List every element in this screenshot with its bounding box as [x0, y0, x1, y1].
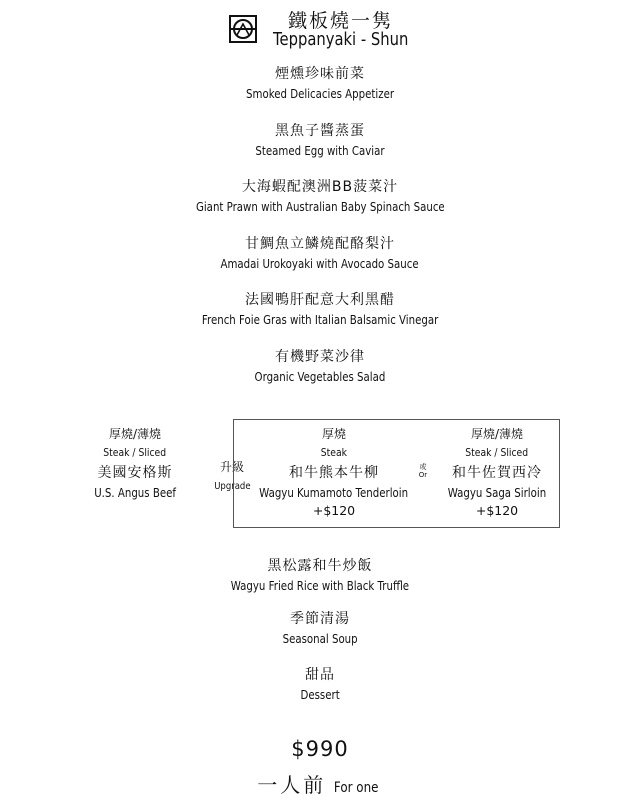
or-label-english: Or	[418, 471, 428, 479]
course-name-english: Giant Prawn with Australian Baby Spinach Sauce	[195, 200, 445, 214]
beef-cut-note-english: Steak	[320, 447, 348, 459]
upgrade-label-chinese: 升級	[219, 460, 244, 474]
course-item	[0, 348, 640, 385]
upgrade-option-sirloin	[422, 427, 572, 519]
course-name-english: French Foie Gras with Italian Balsamic Vinegar	[201, 313, 439, 327]
course-name-chinese: 甜品	[305, 667, 335, 683]
course-name-english: Organic Vegetables Salad	[254, 370, 386, 384]
restaurant-title-english: Teppanyaki - Shun	[273, 29, 409, 50]
beef-name-english: U.S. Angus Beef	[94, 486, 176, 500]
beef-name-english: Wagyu Saga Sirloin	[447, 486, 547, 500]
beef-name-chinese: 和牛佐賀西冷	[452, 465, 542, 481]
course-name-english: Wagyu Fried Rice with Black Truffle	[230, 579, 410, 593]
course-name-chinese: 煙燻珍味前菜	[275, 66, 365, 82]
beef-cut-note-english: Steak / Sliced	[103, 447, 167, 459]
or-label-chinese: 或	[419, 463, 427, 471]
course-name-english: Smoked Delicacies Appetizer	[246, 87, 394, 101]
per-person-english: For one	[334, 780, 379, 796]
course-item	[0, 65, 640, 102]
course-item	[0, 666, 640, 703]
course-item	[0, 178, 640, 215]
upgrade-label-english: Upgrade	[213, 481, 251, 492]
course-item	[0, 235, 640, 272]
per-person-chinese: 一人前	[257, 773, 327, 797]
beef-cut-note-chinese: 厚燒	[321, 427, 346, 441]
upgrade-option-tenderloin	[244, 427, 424, 519]
course-name-chinese: 黑魚子醬蒸蛋	[275, 123, 365, 139]
course-name-english: Dessert	[300, 688, 340, 702]
upgrade-price: +$120	[312, 503, 356, 518]
beef-name-english: Wagyu Kumamoto Tenderloin	[259, 486, 409, 500]
course-name-chinese: 大海蝦配澳洲BB菠菜汁	[241, 179, 399, 195]
restaurant-title-chinese: 鐵板燒一隽	[288, 10, 394, 32]
course-name-chinese: 法國鴨肝配意大利黑醋	[245, 292, 395, 308]
beef-cut-note-chinese: 厚燒/薄燒	[470, 427, 524, 441]
set-price: $990	[291, 737, 349, 761]
course-name-chinese: 黑松露和牛炒飯	[267, 558, 373, 574]
course-name-chinese: 甘鯛魚立鱗燒配酪梨汁	[245, 236, 395, 252]
per-person-label	[0, 769, 640, 798]
upgrade-price: +$120	[475, 503, 519, 518]
course-name-english: Amadai Urokoyaki with Avocado Sauce	[220, 257, 420, 271]
course-item	[0, 610, 640, 647]
course-item	[0, 557, 640, 594]
shun-emblem-icon	[229, 15, 257, 43]
beef-standard-option	[60, 427, 210, 501]
beef-name-chinese: 美國安格斯	[97, 465, 173, 481]
course-name-english: Seasonal Soup	[282, 632, 358, 646]
course-name-chinese: 有機野菜沙律	[275, 349, 365, 365]
course-item	[0, 291, 640, 328]
beef-cut-note-chinese: 厚燒/薄燒	[108, 427, 162, 441]
beef-name-chinese: 和牛熊本牛柳	[289, 465, 379, 481]
beef-cut-note-english: Steak / Sliced	[465, 447, 529, 459]
course-item	[0, 122, 640, 159]
course-name-chinese: 季節清湯	[290, 611, 350, 627]
course-name-english: Steamed Egg with Caviar	[255, 144, 385, 158]
